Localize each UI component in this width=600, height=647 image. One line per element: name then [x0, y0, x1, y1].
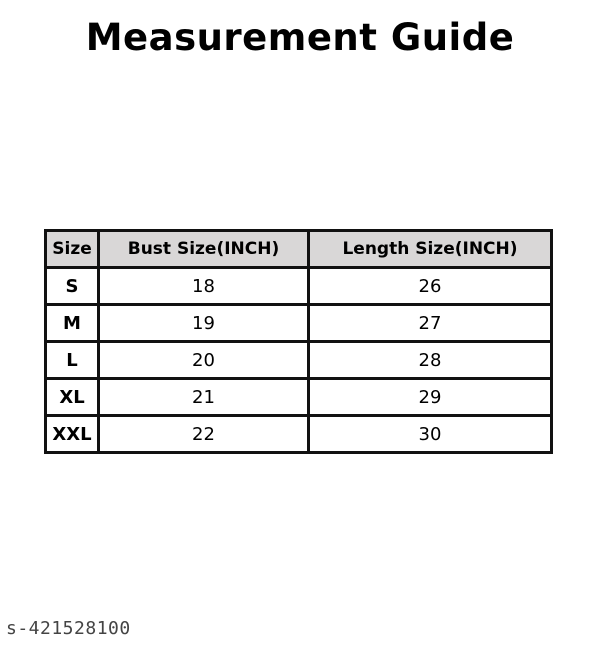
bust-cell: 19 [99, 305, 309, 342]
table-header [46, 231, 552, 268]
measurement-table [44, 229, 553, 454]
table-row [46, 305, 552, 342]
length-cell: 27 [309, 305, 552, 342]
size-cell: L [46, 342, 99, 379]
header-bust-size: Bust Size(INCH) [99, 231, 309, 268]
page-title: Measurement Guide [85, 16, 515, 59]
product-id-watermark: s-421528100 [6, 618, 131, 639]
bust-cell: 22 [99, 416, 309, 453]
bust-cell: 20 [99, 342, 309, 379]
table-body [46, 268, 552, 453]
table-row [46, 342, 552, 379]
length-cell: 28 [309, 342, 552, 379]
bust-cell: 21 [99, 379, 309, 416]
header-row [46, 231, 552, 268]
table-row [46, 268, 552, 305]
bust-cell: 18 [99, 268, 309, 305]
length-cell: 30 [309, 416, 552, 453]
size-cell: XL [46, 379, 99, 416]
table-row [46, 379, 552, 416]
size-cell: S [46, 268, 99, 305]
size-cell: XXL [46, 416, 99, 453]
size-cell: M [46, 305, 99, 342]
header-size: Size [46, 231, 99, 268]
header-length-size: Length Size(INCH) [309, 231, 552, 268]
length-cell: 29 [309, 379, 552, 416]
table-row [46, 416, 552, 453]
length-cell: 26 [309, 268, 552, 305]
